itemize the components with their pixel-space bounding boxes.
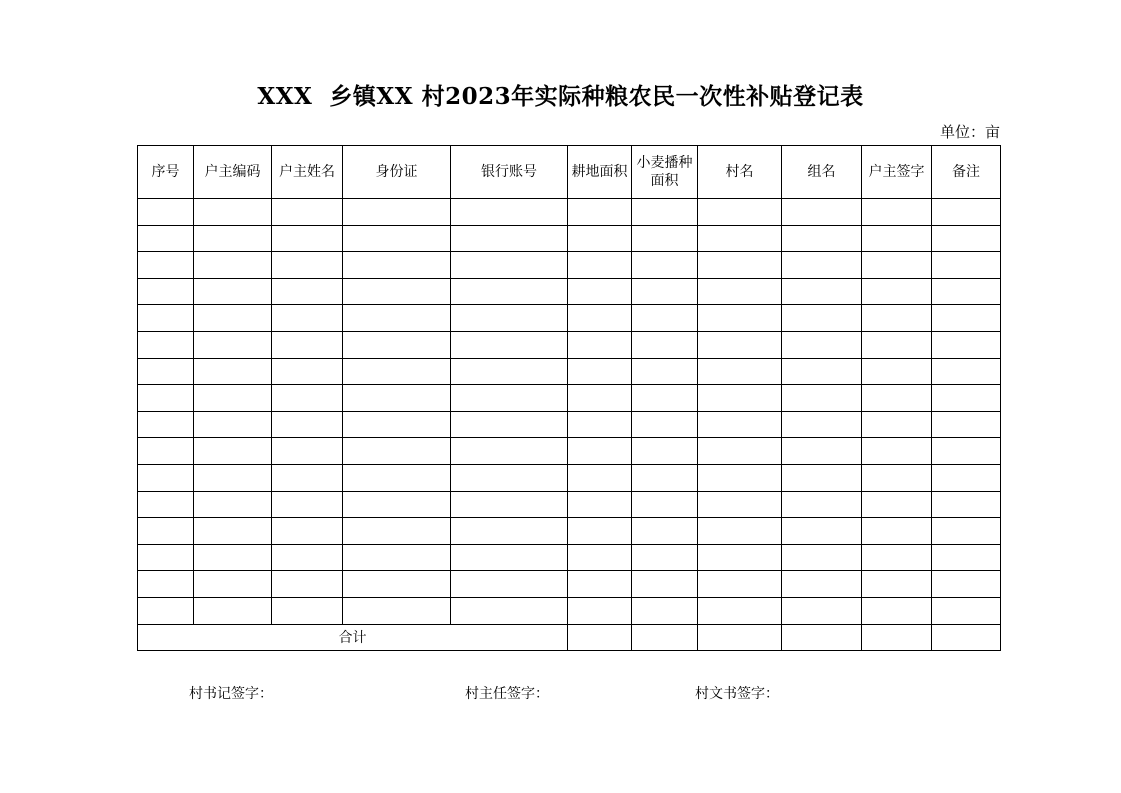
table-cell[interactable] [272, 331, 343, 358]
table-cell[interactable] [932, 358, 1001, 385]
table-row [138, 358, 1001, 385]
table-cell[interactable] [194, 411, 272, 438]
table-cell[interactable] [138, 544, 194, 571]
table-cell[interactable] [343, 464, 451, 491]
table-cell[interactable] [698, 544, 782, 571]
column-header: 序号 [138, 146, 194, 199]
column-header: 户主姓名 [272, 146, 343, 199]
table-cell[interactable] [782, 331, 862, 358]
table-cell[interactable] [698, 199, 782, 226]
table-cell[interactable] [932, 411, 1001, 438]
table-cell[interactable] [698, 518, 782, 545]
table-cell[interactable] [568, 571, 632, 598]
table-cell[interactable] [568, 438, 632, 465]
table-cell[interactable] [782, 491, 862, 518]
table-cell[interactable] [782, 199, 862, 226]
table-cell[interactable] [782, 624, 862, 650]
table-cell[interactable] [568, 491, 632, 518]
table-body [138, 199, 1001, 625]
table-row [138, 438, 1001, 465]
table-cell[interactable] [451, 544, 568, 571]
table-cell[interactable] [698, 225, 782, 252]
table-cell[interactable] [568, 385, 632, 412]
table-cell[interactable] [862, 331, 932, 358]
table-cell[interactable] [632, 305, 698, 332]
table-cell[interactable] [451, 358, 568, 385]
table-row [138, 464, 1001, 491]
table-cell[interactable] [632, 597, 698, 624]
table-cell[interactable] [138, 199, 194, 226]
column-header: 村名 [698, 146, 782, 199]
table-cell[interactable] [782, 358, 862, 385]
table-cell[interactable] [568, 358, 632, 385]
table-row [138, 544, 1001, 571]
table-cell[interactable] [698, 305, 782, 332]
village-secretary-signature-label: 村书记签字： [189, 686, 273, 702]
table-cell[interactable] [272, 544, 343, 571]
table-cell[interactable] [862, 438, 932, 465]
table-cell[interactable] [698, 358, 782, 385]
unit-label: 单位：亩 [939, 123, 1000, 141]
table-cell[interactable] [932, 225, 1001, 252]
table-cell[interactable] [194, 305, 272, 332]
column-header: 户主编码 [194, 146, 272, 199]
table-cell[interactable] [138, 278, 194, 305]
table-cell[interactable] [932, 464, 1001, 491]
table-cell[interactable] [698, 571, 782, 598]
table-cell[interactable] [632, 544, 698, 571]
table-cell[interactable] [782, 225, 862, 252]
table-row [138, 491, 1001, 518]
table-cell[interactable] [862, 358, 932, 385]
table-cell[interactable] [343, 597, 451, 624]
registration-table [137, 145, 1001, 651]
table-cell[interactable] [272, 305, 343, 332]
table-cell[interactable] [632, 385, 698, 412]
table-cell[interactable] [194, 252, 272, 279]
table-cell[interactable] [451, 225, 568, 252]
table-cell[interactable] [632, 252, 698, 279]
table-cell[interactable] [698, 597, 782, 624]
table-cell[interactable] [782, 597, 862, 624]
table-cell[interactable] [194, 278, 272, 305]
table-cell[interactable] [782, 438, 862, 465]
table-cell[interactable] [138, 411, 194, 438]
table-row [138, 252, 1001, 279]
table-cell[interactable] [451, 571, 568, 598]
table-cell[interactable] [272, 278, 343, 305]
table-cell[interactable] [194, 491, 272, 518]
table-cell[interactable] [451, 278, 568, 305]
table-row [138, 411, 1001, 438]
table-cell[interactable] [932, 385, 1001, 412]
table-cell[interactable] [343, 305, 451, 332]
table-cell[interactable] [343, 518, 451, 545]
table-cell[interactable] [451, 464, 568, 491]
table-cell[interactable] [451, 491, 568, 518]
table-cell[interactable] [451, 305, 568, 332]
table-cell[interactable] [138, 358, 194, 385]
table-cell[interactable] [632, 571, 698, 598]
table-cell[interactable] [862, 252, 932, 279]
table-cell[interactable] [568, 464, 632, 491]
table-row [138, 278, 1001, 305]
table-cell[interactable] [138, 571, 194, 598]
table-cell[interactable] [568, 624, 632, 650]
table-cell[interactable] [698, 438, 782, 465]
table-cell[interactable] [862, 518, 932, 545]
table-cell[interactable] [343, 385, 451, 412]
table-cell[interactable] [194, 518, 272, 545]
table-cell[interactable] [632, 464, 698, 491]
table-cell[interactable] [862, 597, 932, 624]
table-cell[interactable] [932, 305, 1001, 332]
table-cell[interactable] [568, 544, 632, 571]
table-cell[interactable] [632, 225, 698, 252]
table-cell[interactable] [932, 624, 1001, 650]
table-cell[interactable] [451, 331, 568, 358]
table-cell[interactable] [632, 199, 698, 226]
table-cell[interactable] [932, 438, 1001, 465]
table-cell[interactable] [138, 225, 194, 252]
table-cell[interactable] [568, 411, 632, 438]
table-cell[interactable] [698, 624, 782, 650]
table-cell[interactable] [632, 491, 698, 518]
table-cell[interactable] [138, 518, 194, 545]
column-header: 小麦播种 面积 [632, 146, 698, 199]
table-row [138, 305, 1001, 332]
table-cell[interactable] [932, 278, 1001, 305]
table-cell[interactable] [343, 411, 451, 438]
table-cell[interactable] [138, 252, 194, 279]
table-cell[interactable] [451, 597, 568, 624]
table-cell[interactable] [632, 358, 698, 385]
table-cell[interactable] [194, 464, 272, 491]
table-row [138, 571, 1001, 598]
table-cell[interactable] [272, 358, 343, 385]
table-cell[interactable] [194, 438, 272, 465]
table-cell[interactable] [862, 464, 932, 491]
table-cell[interactable] [451, 385, 568, 412]
table-cell[interactable] [698, 331, 782, 358]
table-cell[interactable] [272, 464, 343, 491]
table-cell[interactable] [272, 385, 343, 412]
table-row [138, 199, 1001, 226]
table-cell[interactable] [272, 491, 343, 518]
table-cell[interactable] [782, 385, 862, 412]
table-cell[interactable] [272, 225, 343, 252]
table-cell[interactable] [632, 411, 698, 438]
table-cell[interactable] [698, 385, 782, 412]
table-cell[interactable] [568, 252, 632, 279]
table-cell[interactable] [451, 252, 568, 279]
table-cell[interactable] [194, 571, 272, 598]
village-director-signature-label: 村主任签字： [465, 686, 549, 702]
table-cell[interactable] [568, 225, 632, 252]
table-cell[interactable] [138, 331, 194, 358]
table-cell[interactable] [932, 491, 1001, 518]
table-cell[interactable] [272, 252, 343, 279]
table-cell[interactable] [343, 544, 451, 571]
table-cell[interactable] [272, 411, 343, 438]
table-cell[interactable] [568, 199, 632, 226]
table-cell[interactable] [632, 518, 698, 545]
table-cell[interactable] [343, 491, 451, 518]
table-cell[interactable] [698, 464, 782, 491]
table-cell[interactable] [194, 597, 272, 624]
table-cell[interactable] [138, 464, 194, 491]
total-label: 合计 [138, 624, 568, 650]
column-header: 银行账号 [451, 146, 568, 199]
table-cell[interactable] [451, 411, 568, 438]
table-cell[interactable] [138, 491, 194, 518]
table-cell[interactable] [932, 252, 1001, 279]
table-cell[interactable] [782, 571, 862, 598]
table-cell[interactable] [862, 411, 932, 438]
table-cell[interactable] [632, 331, 698, 358]
table-cell[interactable] [272, 438, 343, 465]
table-cell[interactable] [782, 464, 862, 491]
table-cell[interactable] [862, 385, 932, 412]
table-cell[interactable] [343, 358, 451, 385]
table-cell[interactable] [932, 518, 1001, 545]
table-cell[interactable] [932, 331, 1001, 358]
table-cell[interactable] [343, 199, 451, 226]
table-cell[interactable] [862, 225, 932, 252]
table-cell[interactable] [862, 278, 932, 305]
table-cell[interactable] [698, 411, 782, 438]
table-cell[interactable] [451, 199, 568, 226]
table-header-row [138, 146, 1001, 199]
table-cell[interactable] [138, 385, 194, 412]
table-cell[interactable] [343, 278, 451, 305]
form-title: XXX 乡镇XX 村2023年实际种粮农民一次性补贴登记表 [257, 83, 864, 110]
table-cell[interactable] [272, 597, 343, 624]
table-cell[interactable] [138, 438, 194, 465]
table-cell[interactable] [194, 385, 272, 412]
table-cell[interactable] [698, 491, 782, 518]
table-cell[interactable] [451, 438, 568, 465]
table-cell[interactable] [568, 305, 632, 332]
column-header: 备注 [932, 146, 1001, 199]
table-cell[interactable] [343, 225, 451, 252]
table-cell[interactable] [568, 331, 632, 358]
table-cell[interactable] [194, 225, 272, 252]
table-cell[interactable] [698, 252, 782, 279]
table-cell[interactable] [138, 597, 194, 624]
table-row [138, 597, 1001, 624]
table-cell[interactable] [782, 411, 862, 438]
table-cell[interactable] [343, 438, 451, 465]
table-cell[interactable] [343, 331, 451, 358]
table-cell[interactable] [451, 518, 568, 545]
table-cell[interactable] [194, 331, 272, 358]
table-cell[interactable] [343, 252, 451, 279]
column-header: 组名 [782, 146, 862, 199]
table-cell[interactable] [343, 571, 451, 598]
table-cell[interactable] [782, 278, 862, 305]
table-row [138, 518, 1001, 545]
table-cell[interactable] [568, 278, 632, 305]
table-cell[interactable] [568, 518, 632, 545]
table-cell[interactable] [698, 278, 782, 305]
table-row [138, 331, 1001, 358]
table-cell[interactable] [272, 199, 343, 226]
table-cell[interactable] [862, 571, 932, 598]
table-cell[interactable] [272, 571, 343, 598]
table-cell[interactable] [862, 199, 932, 226]
total-row [138, 624, 1001, 650]
table-cell[interactable] [862, 624, 932, 650]
column-header: 身份证 [343, 146, 451, 199]
column-header: 耕地面积 [568, 146, 632, 199]
table-cell[interactable] [194, 358, 272, 385]
table-cell[interactable] [568, 597, 632, 624]
table-cell[interactable] [272, 518, 343, 545]
table-row [138, 385, 1001, 412]
table-cell[interactable] [932, 199, 1001, 226]
table-cell[interactable] [932, 597, 1001, 624]
village-clerk-signature-label: 村文书签字： [695, 686, 779, 702]
table-cell[interactable] [782, 544, 862, 571]
table-cell[interactable] [782, 518, 862, 545]
table-cell[interactable] [632, 624, 698, 650]
table-cell[interactable] [194, 199, 272, 226]
table-cell[interactable] [782, 252, 862, 279]
table-cell[interactable] [632, 438, 698, 465]
table-cell[interactable] [932, 571, 1001, 598]
column-header: 户主签字 [862, 146, 932, 199]
table-row [138, 225, 1001, 252]
table-cell[interactable] [194, 544, 272, 571]
table-cell[interactable] [862, 305, 932, 332]
table-cell[interactable] [632, 278, 698, 305]
table-cell[interactable] [932, 544, 1001, 571]
table-cell[interactable] [862, 491, 932, 518]
table-cell[interactable] [862, 544, 932, 571]
table-cell[interactable] [782, 305, 862, 332]
table-cell[interactable] [138, 305, 194, 332]
